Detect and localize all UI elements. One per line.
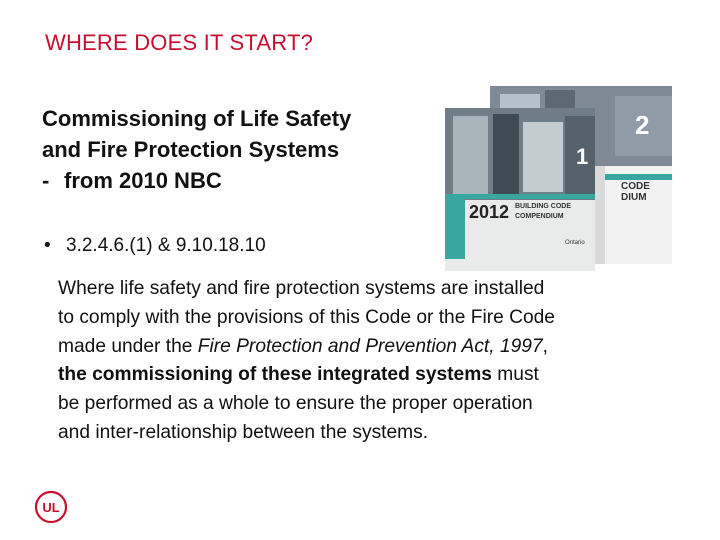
subtitle-line-2: and Fire Protection Systems: [42, 137, 340, 162]
publisher-mark: Ontario: [565, 240, 585, 246]
quote-line-3-post: ,: [542, 335, 548, 357]
quote-line-4: [58, 361, 698, 390]
bullet-item: [44, 235, 266, 257]
bullet-dot: •: [44, 235, 51, 256]
slide-title: WHERE DOES IT START?: [45, 30, 314, 55]
act-name: Fire Protection and Prevention Act, 1997: [197, 335, 543, 357]
subtitle-line-3: [42, 165, 351, 196]
subtitle-line-3-text: from 2010 NBC: [64, 168, 222, 193]
building-code-books-image: [445, 86, 675, 271]
quote-line-2: to comply with the provisions of this Code or the Fire Code: [58, 306, 555, 328]
quote-line-5: be performed as a whole to ensure the proper operation: [58, 393, 533, 415]
quote-line-6: and inter-relationship between the systems.: [58, 421, 429, 443]
bullet-text: 3.2.4.6.(1) & 9.10.18.10: [66, 235, 266, 256]
book-title-line-2: COMPENDIUM: [515, 213, 564, 220]
quote-emphasis: the commissioning of these integrated systems: [58, 364, 492, 386]
book-title-line-1: BUILDING CODE: [515, 203, 571, 210]
back-dium-fragment: DIUM: [621, 192, 647, 203]
quote-line-4-post: must: [491, 364, 539, 386]
book-year: 2012: [469, 202, 510, 222]
back-volume-number: 2: [635, 110, 650, 140]
ul-logo: [34, 490, 68, 524]
quote-line-1: Where life safety and fire protection systems are installed: [58, 278, 545, 299]
quote-line-3: [58, 333, 698, 362]
back-code-fragment: CODE: [621, 181, 650, 192]
front-book: [445, 108, 595, 271]
subtitle-dash: -: [42, 168, 50, 193]
subtitle-line-1: Commissioning of Life Safety: [42, 106, 352, 131]
front-volume-number: 1: [576, 144, 589, 169]
code-quote: [58, 275, 698, 448]
quote-line-3-pre: made under the: [58, 335, 198, 357]
ul-logo-text: UL: [42, 500, 60, 515]
subtitle: [42, 103, 351, 196]
